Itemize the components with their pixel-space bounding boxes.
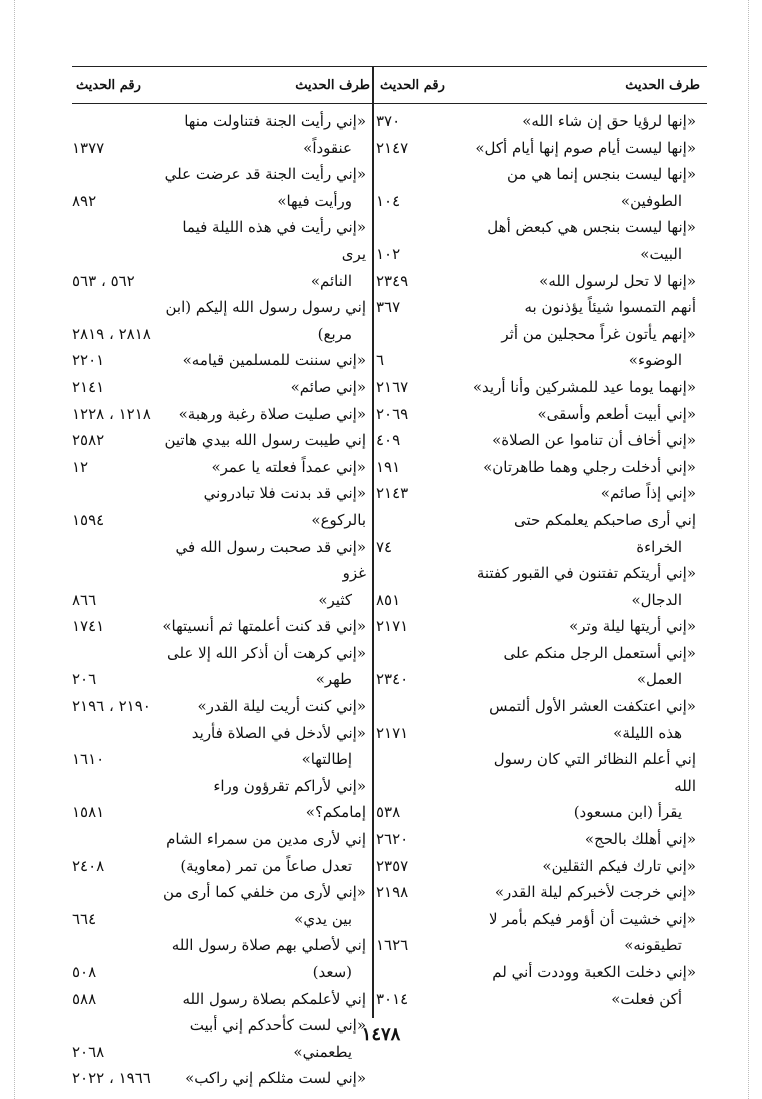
hadith-text-line: «إني أبيت أطعم وأسقى» [537,404,696,423]
hadith-text-line: «إني لست مثلكم إني راكب» [185,1069,366,1088]
hadith-text-line: «إني لست كأحدكم إني أبيت [189,1016,366,1035]
hadith-text-line: الوضوء» [628,351,682,370]
index-entry [376,693,700,746]
index-entry [376,161,700,214]
hadith-number: ٧٤ [376,537,393,556]
right-entries [376,108,700,1012]
hadith-text [154,613,370,640]
index-entry [376,879,700,906]
hadith-text-line: إني أعلم النظائر التي كان رسول الله [493,750,696,795]
index-entry [376,507,700,560]
index-entry [376,480,700,507]
index-entry [376,853,700,880]
index-entry [376,906,700,959]
hadith-number: ٢٨١٨ ، ٢٨١٩ [72,324,151,343]
hadith-number: ٥٠٨ [72,963,97,981]
header-hadith-text: طرف الحديث [295,77,370,93]
header-hadith-text: طرف الحديث [625,77,700,93]
hadith-text-line: إني لأرى مدين من سمراء الشام [166,830,366,849]
hadith-number: ١٩٦٦ ، ٢٠٢٢ [72,1069,151,1088]
hadith-text [468,640,700,693]
hadith-text-line: «إني خرجت لأخبركم ليلة القدر» [494,883,696,902]
right-column [376,68,700,1012]
hadith-text [468,480,700,507]
hadith-text [468,853,700,880]
hadith-text-line: «إني أريتكم تفتنون في القبور كفتنة [476,564,696,583]
hadith-number: ٢٣٥٧ [376,856,409,875]
hadith-text-line: «إني سننت للمسلمين قيامه» [182,351,366,370]
hadith-text-line: هذه الليلة» [613,723,682,742]
index-entry [72,1065,370,1092]
hadith-text-line: «إني أخاف أن تناموا عن الصلاة» [492,431,696,450]
left-entries [72,108,370,1092]
hadith-text-line: إني طيبت رسول الله بيدي هاتين [164,431,366,450]
hadith-text-line: يطعمني» [293,1042,352,1061]
index-entry [72,986,370,1013]
hadith-text-line: «إني رأيت الجنة فتناولت منها [184,112,366,130]
hadith-number: ٨٥١ [376,590,401,609]
hadith-number: ٢١٧١ [376,723,409,742]
index-entry [376,959,700,1012]
hadith-text-line: «إني لأراكم تقرؤون وراء إمامكم؟» [213,776,366,822]
hadith-text-line: الخراءة [636,537,682,556]
hadith-text [468,826,700,853]
hadith-text-line: «إنها ليست بنجس هي كبعض أهل [487,218,696,237]
hadith-text-line: «إني أريتها ليلة وتر» [569,617,696,636]
hadith-text [154,401,370,428]
right-column-header [376,68,700,102]
index-entry [72,347,370,374]
hadith-text-line: «إنها ليست بنجس إنما هي من [506,165,696,184]
hadith-number: ٥٣٨ [376,803,401,822]
hadith-text [154,986,370,1013]
index-entry [72,932,370,985]
hadith-text [468,161,700,214]
scan-margin-dots [748,0,749,1099]
hadith-text [154,454,370,481]
page-number: ١٤٧٨ [361,1024,401,1045]
hadith-text [154,1065,370,1092]
index-entry [72,214,370,294]
hadith-text [154,347,370,374]
hadith-text-line: «إني قد صحبت رسول الله في غزو [175,537,366,583]
hadith-text-line: كثير» [318,590,352,609]
index-entry [376,374,700,401]
hadith-text-line: تعدل صاعاً من تمر (معاوية) [180,856,352,875]
index-entry [72,720,370,773]
hadith-number: ٢١٤٧ [376,138,409,157]
hadith-text-line: تطيقونه» [624,936,682,955]
index-entry [376,427,700,454]
hadith-text [468,401,700,428]
hadith-text [154,214,370,294]
index-entry [72,534,370,614]
index-entry [376,108,700,135]
index-entry [72,640,370,693]
index-entry [72,480,370,533]
hadith-text [468,507,700,560]
hadith-text [154,932,370,985]
index-entry [72,613,370,640]
hadith-text-line: «إنهم يأتون غراً محجلين من أثر [501,324,696,343]
hadith-number: ٦ [376,351,385,370]
hadith-text-line: إطالتها» [301,750,352,769]
hadith-number: ٣٧٠ [376,112,401,130]
index-entry [376,294,700,321]
hadith-text-line: إني لأعلمكم بصلاة رسول الله [182,989,366,1008]
index-entry [376,214,700,267]
index-entry [376,401,700,428]
hadith-text [154,693,370,720]
hadith-text-line: أنهم التمسوا شيئاً يؤذنون به [524,298,696,317]
index-entry [376,454,700,481]
hadith-text-line: «إني رأيت الجنة قد عرضت علي [164,165,366,184]
hadith-number: ١٣٧٧ [72,138,105,157]
hadith-text-line: «إني اعتكفت العشر الأول ألتمس [489,697,696,716]
hadith-text-line: «إني لأرى من خلفي كما أرى من [163,883,366,902]
index-entry [376,640,700,693]
hadith-number: ٦٦٤ [72,909,97,928]
hadith-text [468,454,700,481]
column-divider [372,66,374,1018]
top-rule [72,66,707,67]
hadith-number: ١٠٤ [376,191,401,210]
hadith-text-line: «إني قد كنت أعلمتها ثم أنسيتها» [162,617,366,636]
hadith-text-line: النائم» [310,271,352,290]
hadith-text [468,294,700,321]
hadith-number: ١٥٩٤ [72,510,105,529]
hadith-text-line: العمل» [636,670,682,689]
hadith-text-line: البيت» [640,244,682,263]
hadith-text [154,374,370,401]
hadith-text-line: «إنهما يوما عيد للمشركين وأنا أريد» [472,377,696,396]
hadith-text [154,773,370,826]
hadith-number: ٢١٤١ [72,377,105,396]
hadith-text [154,294,370,347]
hadith-number: ١٥٨١ [72,803,105,822]
hadith-text-line: الدجال» [631,590,682,609]
hadith-number: ٣٦٧ [376,298,401,317]
hadith-number: ١٦١٠ [72,750,105,769]
hadith-number: ٢١٦٧ [376,377,409,396]
hadith-number: ٨٦٦ [72,590,97,609]
index-entry [72,826,370,879]
hadith-text-line: بين يدي» [294,909,352,928]
hadith-text-line: «إني صائم» [290,377,366,396]
hadith-number: ٢١٧١ [376,617,409,636]
index-entry [376,321,700,374]
hadith-text-line: «إني كرهت أن أذكر الله إلا على [166,643,366,662]
hadith-number: ٢١٩٨ [376,883,409,902]
hadith-number: ١٢ [72,457,89,476]
left-column [72,68,370,1092]
hadith-number: ١٢١٨ ، ١٢٢٨ [72,404,151,423]
hadith-text-line: «إني خشيت أن أؤمر فيكم بأمر لا [488,909,696,928]
hadith-text [468,135,700,162]
hadith-text [468,879,700,906]
hadith-number: ٢٣٤٠ [376,670,409,689]
hadith-text [468,321,700,374]
scan-margin-dots [14,0,15,1099]
index-entry [72,108,370,161]
index-entry [72,454,370,481]
hadith-number: ٢١٤٣ [376,484,409,503]
hadith-number: ٢١٩٠ ، ٢١٩٦ [72,697,151,716]
header-hadith-number: رقم الحديث [380,77,445,93]
index-entry [376,268,700,295]
hadith-text-line: «إني كنت أريت ليلة القدر» [197,697,366,716]
hadith-text [468,374,700,401]
hadith-text-line: أكن فعلت» [611,989,682,1008]
hadith-text [468,560,700,613]
index-entry [72,161,370,214]
hadith-text [468,613,700,640]
hadith-text [468,108,700,135]
hadith-number: ١٦٢٦ [376,936,409,955]
hadith-number: ٢٠٦٨ [72,1042,105,1061]
hadith-text-line: «إني رأيت في هذه الليلة فيما يرى [182,218,366,263]
hadith-text-line: إني رسول رسول الله إليكم (ابن [165,298,366,317]
hadith-number: ٣٠١٤ [376,989,409,1008]
hadith-text-line: «إنها ليست أيام صوم إنها أيام أكل» [475,138,696,157]
hadith-text-line: (سعد) [312,963,352,981]
hadith-number: ٤٠٩ [376,431,401,450]
hadith-number: ١٧٤١ [72,617,105,636]
hadith-text-line: «إني عمداً فعلته يا عمر» [211,457,366,476]
hadith-text [468,214,700,267]
hadith-text-line: إني لأصلي بهم صلاة رسول الله [171,936,366,955]
hadith-number: ٥٦٢ ، ٥٦٣ [72,271,135,290]
index-entry [72,879,370,932]
index-entry [376,135,700,162]
hadith-number: ٢٣٤٩ [376,271,409,290]
hadith-text [154,720,370,773]
hadith-text-line: مربع) [317,324,352,343]
hadith-number: ٢٠٦ [72,670,97,689]
hadith-number: ٢٦٢٠ [376,830,409,849]
hadith-text [154,108,370,161]
index-entry [72,374,370,401]
hadith-text [154,534,370,614]
hadith-text [468,746,700,826]
hadith-text [154,427,370,454]
hadith-text-line: «إني أدخلت رجلي وهما طاهرتان» [483,457,696,476]
hadith-text-line: طهر» [315,670,352,689]
hadith-text [468,959,700,1012]
index-entry [72,294,370,347]
hadith-text-line: عنقوداً» [303,138,352,157]
hadith-text [154,826,370,879]
hadith-text-line: «إني تارك فيكم الثقلين» [542,856,696,875]
index-entry [376,826,700,853]
hadith-text-line: «إنها لا تحل لرسول الله» [539,271,696,290]
hadith-text-line: «إني دخلت الكعبة ووددت أني لم [492,963,696,981]
hadith-number: ١٩١ [376,457,401,476]
hadith-text-line: يقرأ (ابن مسعود) [573,803,682,822]
hadith-text [154,480,370,533]
hadith-number: ٢٤٠٨ [72,856,105,875]
hadith-text-line: «إني أستعمل الرجل منكم على [503,643,696,662]
hadith-text-line: ورأيت فيها» [277,191,352,210]
hadith-text [468,693,700,746]
hadith-number: ٢٠٦٩ [376,404,409,423]
hadith-text-line: إني أرى صاحبكم يعلمكم حتى [513,510,696,529]
hadith-text-line: الطوفين» [620,191,682,210]
index-entry [72,427,370,454]
hadith-text [154,879,370,932]
hadith-text-line: «إني إذاً صائم» [600,484,696,503]
index-entry [376,560,700,613]
hadith-text [154,640,370,693]
hadith-text-line: «إنها لرؤيا حق إن شاء الله» [522,112,696,130]
hadith-number: ١٠٢ [376,244,401,263]
index-entry [72,773,370,826]
hadith-text-line: «إني صليت صلاة رغبة ورهبة» [178,404,366,423]
hadith-text-line: «إني لأدخل في الصلاة فأريد [191,723,366,742]
hadith-number: ٥٨٨ [72,989,97,1008]
hadith-text [468,268,700,295]
hadith-text [468,906,700,959]
hadith-text-line: «إني قد بدنت فلا تبادروني بالركوع» [203,484,366,529]
hadith-text-line: «إني أهلك بالحج» [584,830,696,849]
hadith-number: ٢٥٨٢ [72,431,105,450]
left-column-header [72,68,370,102]
index-entry [72,401,370,428]
index-entry [376,613,700,640]
header-hadith-number: رقم الحديث [76,77,141,93]
index-entry [376,746,700,826]
index-entry [72,693,370,720]
hadith-text [468,427,700,454]
hadith-text [154,161,370,214]
hadith-number: ٨٩٢ [72,191,97,210]
hadith-number: ٢٢٠١ [72,351,105,370]
